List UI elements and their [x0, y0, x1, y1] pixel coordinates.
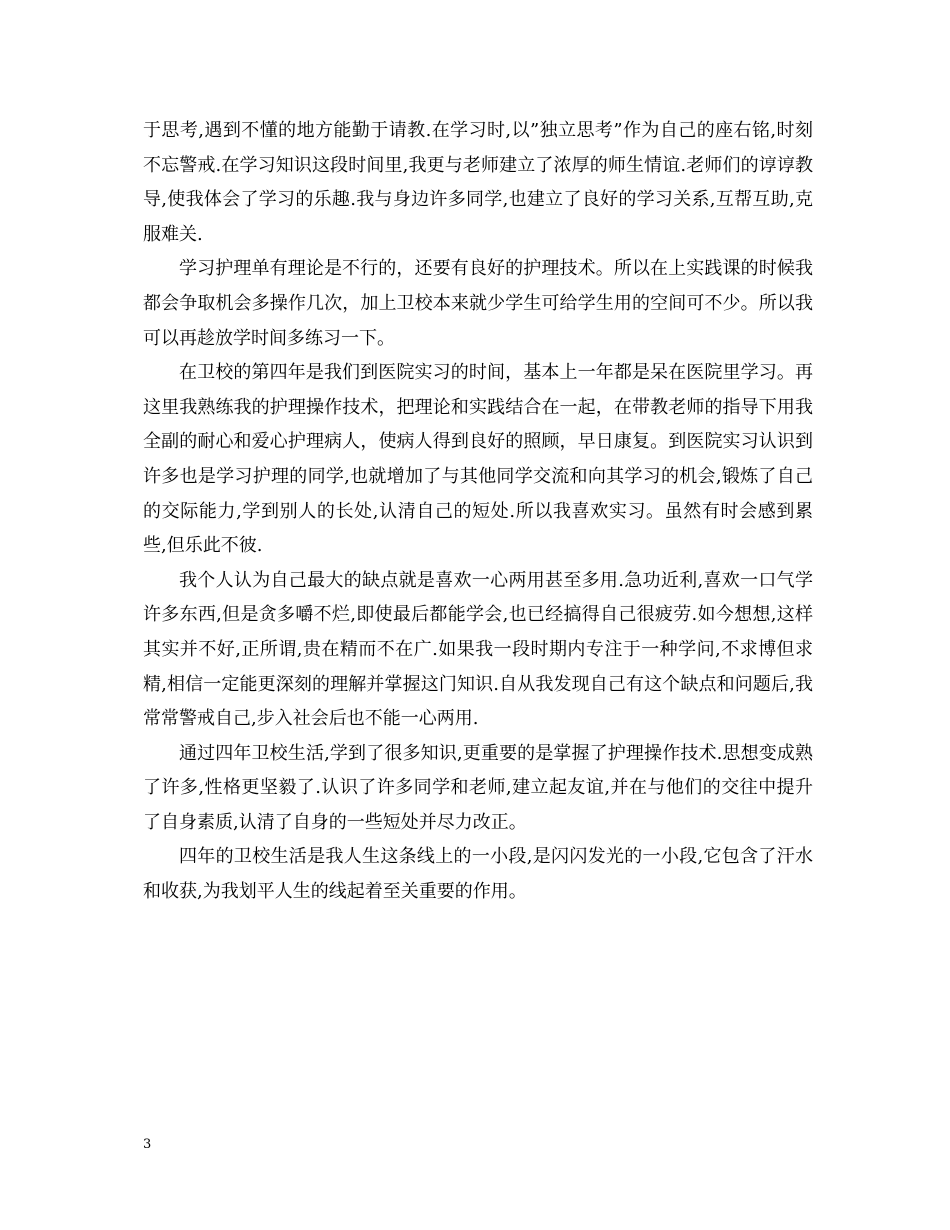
paragraph-2: 学习护理单有理论是不行的，还要有良好的护理技术。所以在上实践课的时候我都会争取机会多操作几次，加上卫校本来就少学生可给学生用的空间可不少。所以我可以再趁放学时间多练习一下。 [143, 258, 813, 349]
page-number: 3 [143, 1137, 152, 1152]
paragraph-6: 四年的卫校生活是我人生这条线上的一小段,是闪闪发光的一小段,它包含了汗水和收获,为我划平人生的线起着至关重要的作用。 [143, 846, 813, 903]
paragraph-1: 于思考,遇到不懂的地方能勤于请教.在学习时,以”独立思考”作为自己的座右铭,时刻不忘警戒.在学习知识这段时间里,我更与老师建立了浓厚的师生情谊.老师们的谆谆教导,使我体会了学习的乐趣.我与身边许多同学,也建立了良好的学习关系,互帮互助,克服难关. [143, 120, 813, 245]
paragraph-4: 我个人认为自己最大的缺点就是喜欢一心两用甚至多用.急功近利,喜欢一口气学许多东西,但是贪多嚼不烂,即使最后都能学会,也已经搞得自己很疲劳.如今想想,这样其实并不好,正所谓,贵在精而不在广.如果我一段时期内专注于一种学问,不求博但求精,相信一定能更深刻的理解并掌握这门知识.自从我发现自己有这个缺点和问题后,我常常警戒自己,步入社会后也不能一心两用. [143, 569, 813, 730]
paragraph-5: 通过四年卫校生活,学到了很多知识,更重要的是掌握了护理操作技术.思想变成熟了许多,性格更坚毅了.认识了许多同学和老师,建立起友谊,并在与他们的交往中提升了自身素质,认清了自身的一些短处并尽力改正。 [143, 742, 813, 833]
document-body [143, 114, 813, 910]
paragraph-3: 在卫校的第四年是我们到医院实习的时间，基本上一年都是呆在医院里学习。再这里我熟练我的护理操作技术，把理论和实践结合在一起，在带教老师的指导下用我全副的耐心和爱心护理病人，使病人得到良好的照顾，早日康复。到医院实习认识到许多也是学习护理的同学,也就增加了与其他同学交流和向其学习的机会,锻炼了自己的交际能力,学到别人的长处,认清自己的短处.所以我喜欢实习。虽然有时会感到累些,但乐此不彼. [143, 362, 813, 557]
